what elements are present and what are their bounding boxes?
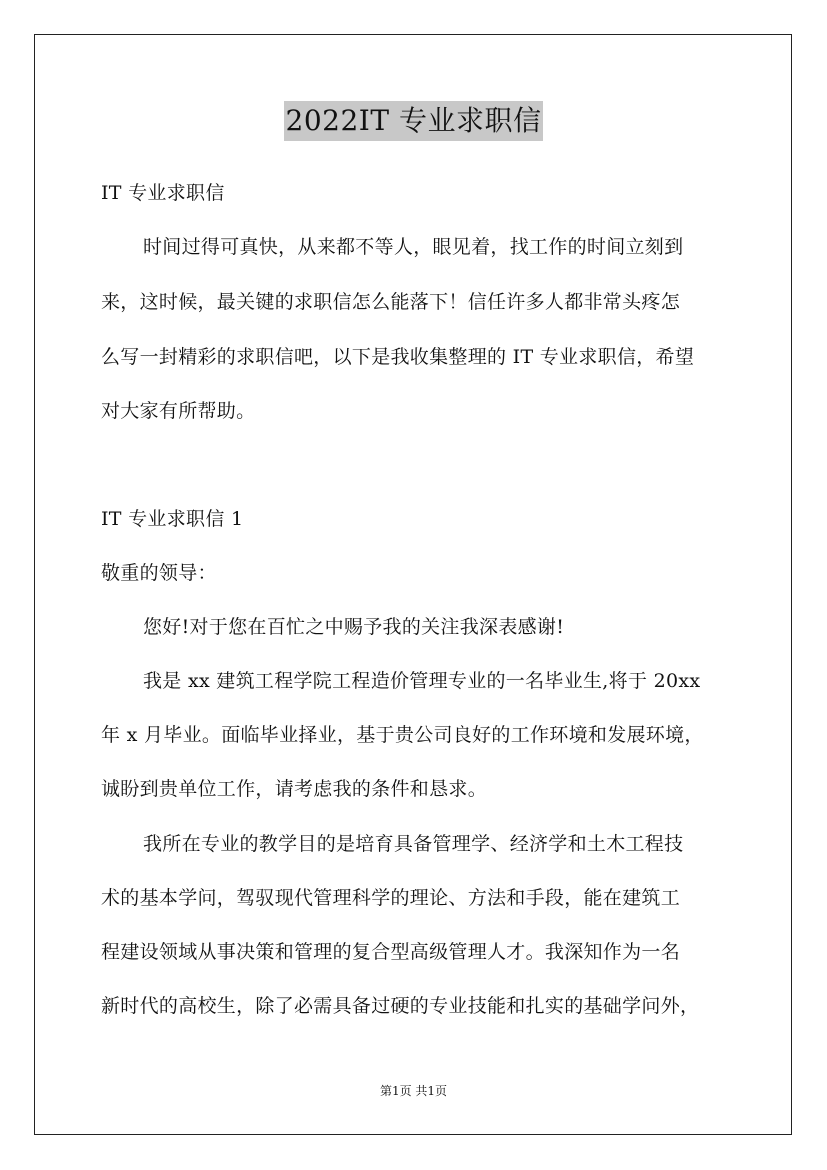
paragraph-line: 程建设领域从事决策和管理的复合型高级管理人才。我深知作为一名 xyxy=(101,941,681,963)
paragraph-line: 时间过得可真快，从来都不等人，眼见着，找工作的时间立刻到 xyxy=(143,236,684,258)
paragraph-line: 对大家有所帮助。 xyxy=(101,400,256,422)
page-number: 第1页 共1页 xyxy=(379,1084,448,1098)
paragraph-line: 来，这时候，最关键的求职信怎么能落下！信任许多人都非常头疼怎 xyxy=(101,291,681,313)
paragraph-line: 我是 xx 建筑工程学院工程造价管理专业的一名毕业生,将于 20xx xyxy=(143,670,701,692)
paragraph-line: 年 x 月毕业。面临毕业择业，基于贵公司良好的工作环境和发展环境， xyxy=(101,724,704,746)
intro-heading: IT 专业求职信 xyxy=(101,182,225,204)
paragraph-line: 您好!对于您在百忙之中赐予我的关注我深表感谢! xyxy=(143,616,565,638)
paragraph-line: 术的基本学问，驾驭现代管理科学的理论、方法和手段，能在建筑工 xyxy=(101,887,681,909)
document-title: 2022IT 专业求职信 xyxy=(284,101,544,141)
letter-heading: IT 专业求职信 1 xyxy=(101,508,244,530)
salutation: 敬重的领导： xyxy=(101,562,217,584)
paragraph-line: 么写一封精彩的求职信吧，以下是我收集整理的 IT 专业求职信，希望 xyxy=(101,346,695,368)
paragraph-line: 新时代的高校生，除了必需具备过硬的专业技能和扎实的基础学问外， xyxy=(101,995,700,1017)
paragraph-line: 我所在专业的教学目的是培育具备管理学、经济学和土木工程技 xyxy=(143,833,684,855)
paragraph-line: 诚盼到贵单位工作，请考虑我的条件和恳求。 xyxy=(101,778,488,800)
title-container xyxy=(0,101,827,141)
